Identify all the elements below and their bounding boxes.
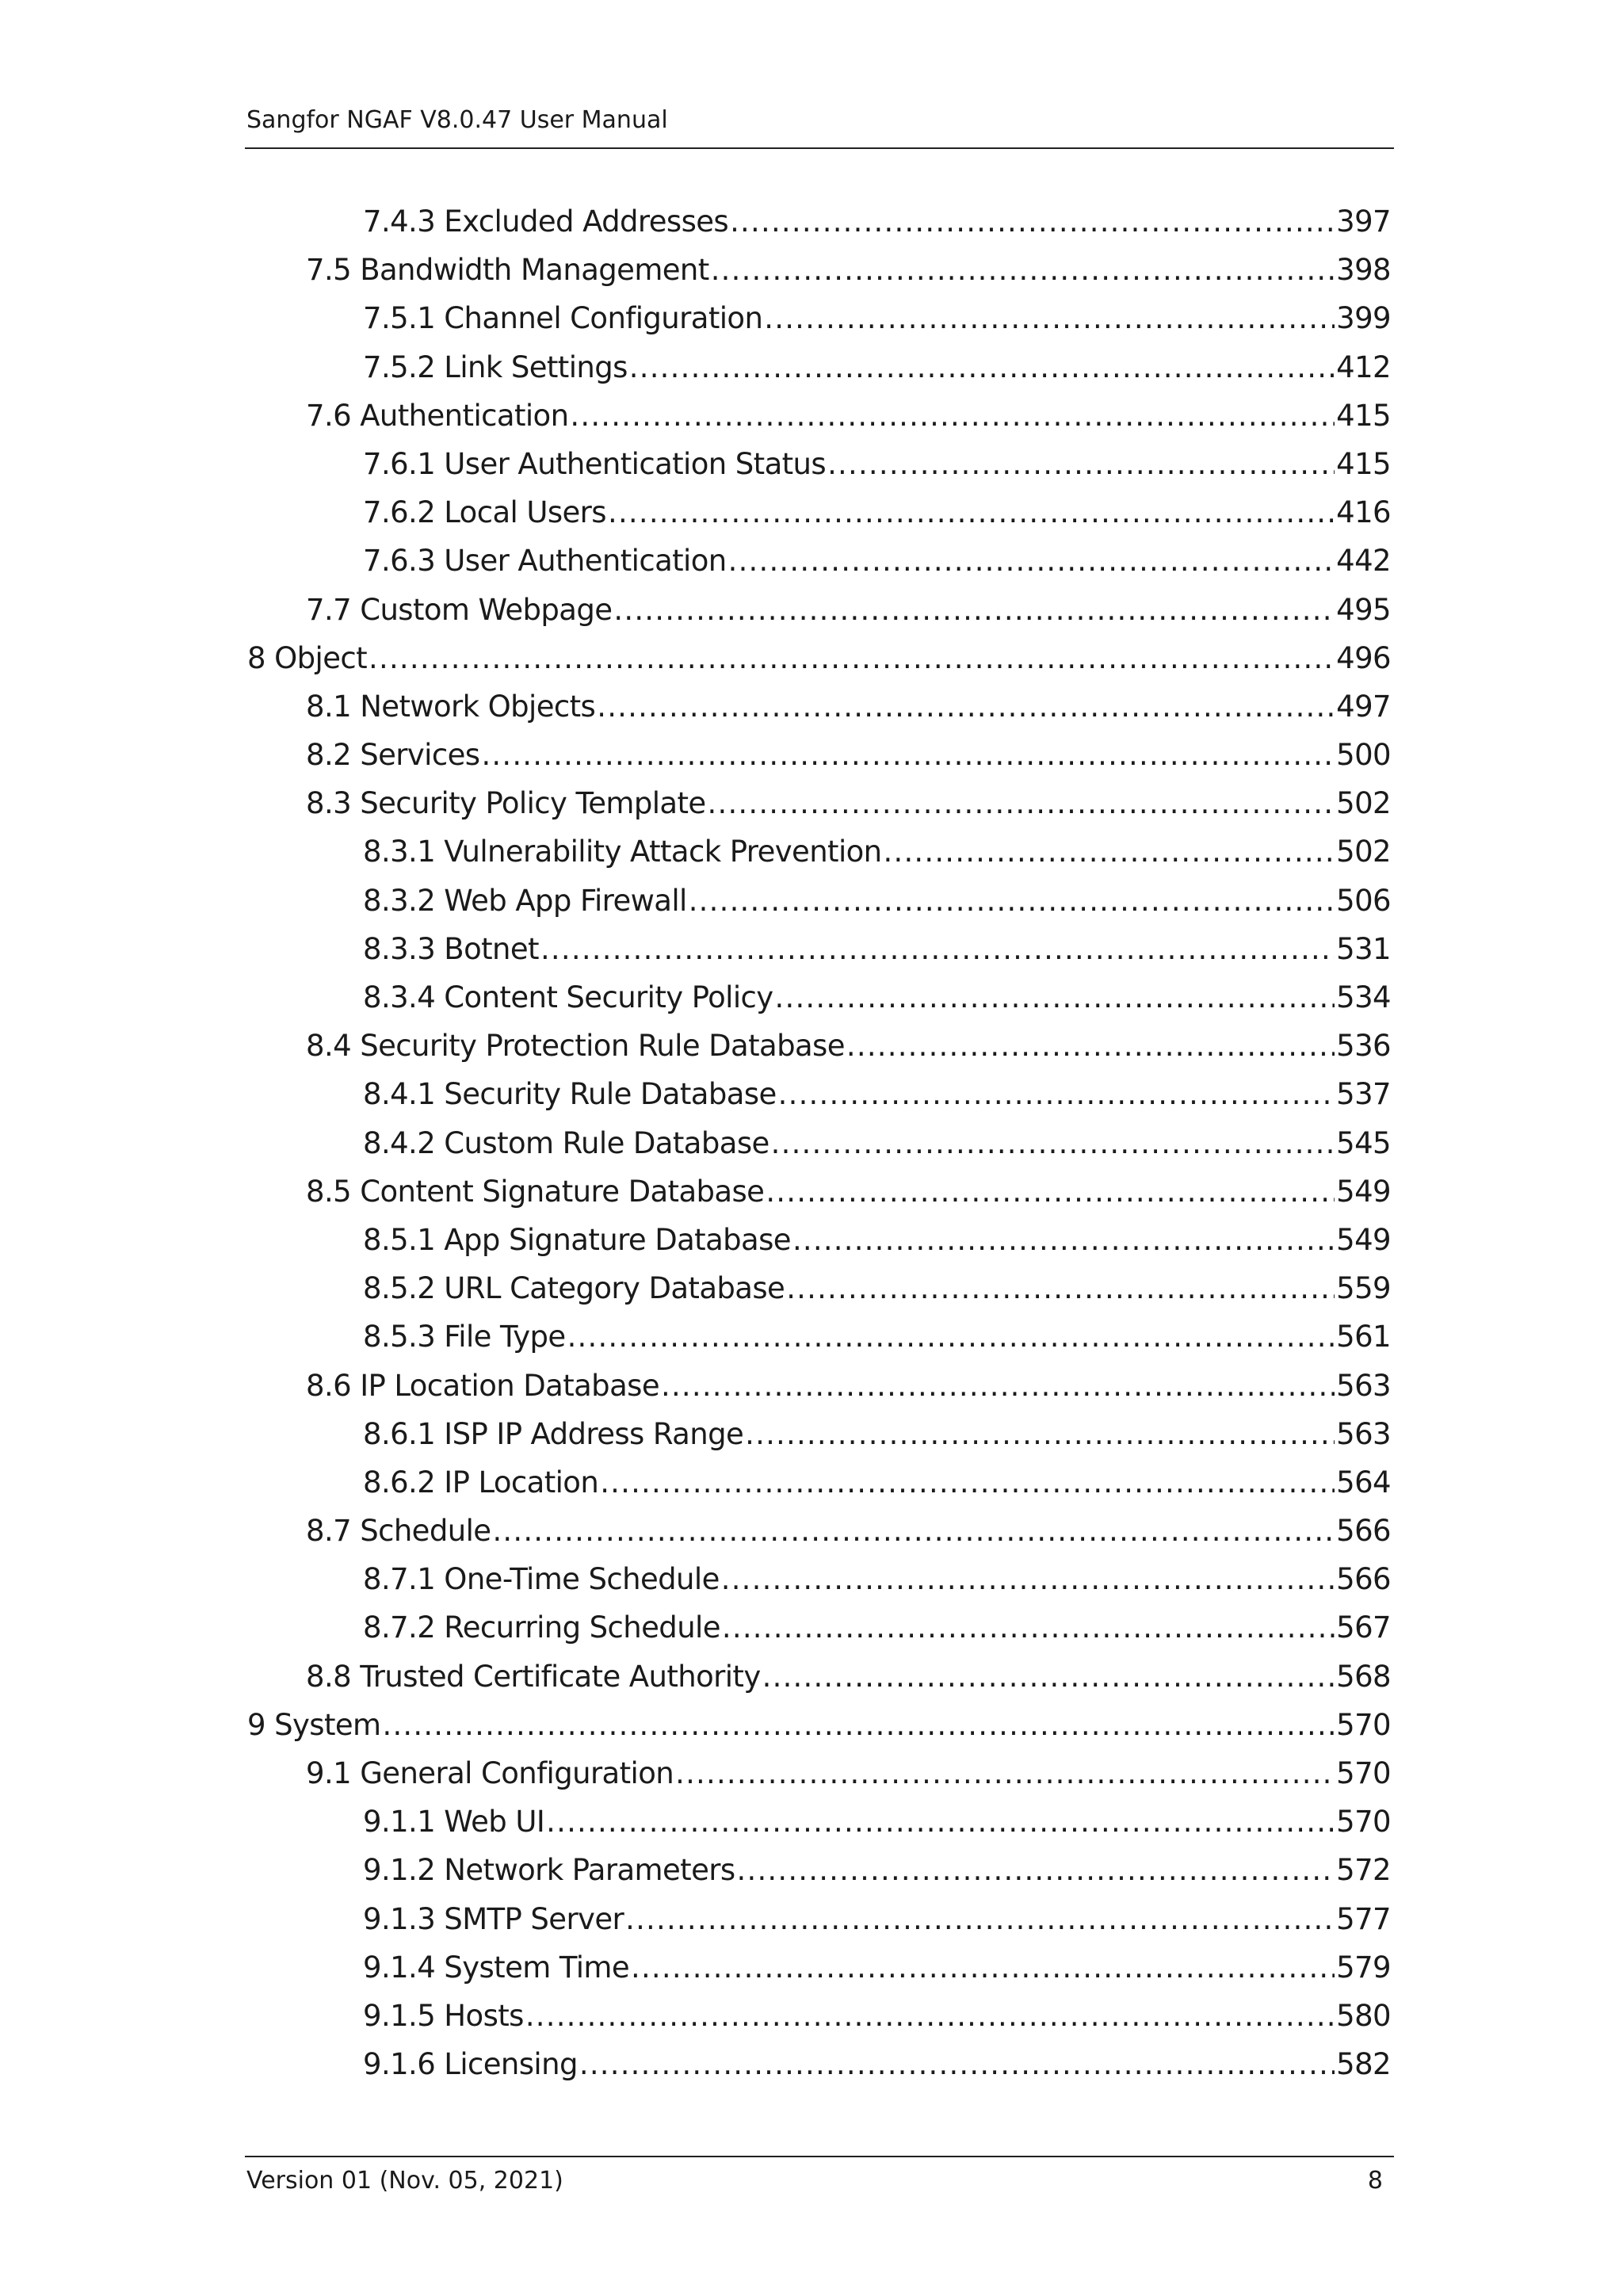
toc-entry[interactable] [245,634,1391,682]
dot-leader [846,1022,1335,1070]
toc-entry-page-number: 497 [1336,689,1391,724]
dot-leader [766,1167,1335,1216]
dot-leader [492,1507,1335,1555]
toc-entry[interactable] [245,1603,1391,1652]
toc-entry[interactable] [245,1701,1391,1749]
toc-entry[interactable] [245,1167,1391,1216]
toc-entry[interactable] [245,1652,1391,1701]
toc-entry-page-number: 549 [1336,1174,1391,1209]
dot-leader [721,1555,1335,1603]
toc-entry[interactable] [245,392,1391,440]
toc-entry-label: 8.7.2 Recurring Schedule [363,1610,720,1645]
toc-entry-label: 8.3.2 Web App Firewall [363,883,687,918]
toc-entry[interactable] [245,1362,1391,1410]
toc-entry[interactable] [245,1312,1391,1361]
toc-entry-label: 8 Object [247,640,368,675]
toc-entry[interactable] [245,1410,1391,1458]
toc-entry-label: 9.1.5 Hosts [363,1998,524,2033]
dot-leader [631,1943,1335,1992]
toc-entry-page-number: 570 [1336,1707,1391,1742]
toc-entry[interactable] [245,973,1391,1022]
toc-entry-page-number: 563 [1336,1368,1391,1403]
toc-entry-label: 8.4 Security Protection Rule Database [306,1029,845,1064]
dot-leader [792,1216,1335,1264]
toc-entry-label: 7.6.2 Local Users [363,495,606,530]
toc-entry-label: 9.1 General Configuration [306,1756,674,1790]
toc-entry-page-number: 502 [1336,835,1391,869]
dot-leader [775,973,1335,1022]
toc-entry-label: 8.6 IP Location Database [306,1368,659,1403]
toc-entry-page-number: 442 [1336,544,1391,579]
toc-entry-label: 9.1.6 Licensing [363,2047,578,2082]
dot-leader [771,1119,1335,1167]
toc-entry[interactable] [245,682,1391,731]
toc-entry-page-number: 572 [1336,1853,1391,1888]
toc-entry-page-number: 582 [1336,2047,1391,2082]
toc-entry-page-number: 559 [1336,1271,1391,1306]
toc-entry-page-number: 398 [1336,253,1391,288]
toc-entry[interactable] [245,1555,1391,1603]
toc-entry-page-number: 536 [1336,1029,1391,1064]
toc-entry-label: 7.6.3 User Authentication [363,544,727,579]
dot-leader [661,1362,1335,1410]
toc-entry-page-number: 577 [1336,1901,1391,1936]
toc-entry-page-number: 531 [1336,931,1391,966]
toc-entry-page-number: 534 [1336,980,1391,1014]
toc-entry[interactable] [245,1943,1391,1992]
toc-entry[interactable] [245,1846,1391,1894]
toc-entry-label: 8.4.1 Security Rule Database [363,1077,777,1112]
toc-entry-page-number: 500 [1336,738,1391,773]
page-header [245,103,1394,149]
dot-leader [481,731,1335,779]
toc-entry-page-number: 412 [1336,350,1391,384]
toc-entry[interactable] [245,2040,1391,2088]
toc-entry-label: 8.5 Content Signature Database [306,1174,765,1209]
toc-entry[interactable] [245,1992,1391,2040]
toc-entry-label: 8.2 Services [306,738,480,773]
dot-leader [737,1846,1335,1894]
toc-entry-page-number: 399 [1336,301,1391,336]
toc-entry[interactable] [245,294,1391,342]
dot-leader [786,1264,1335,1312]
toc-entry-label: 9.1.2 Network Parameters [363,1853,735,1888]
dot-leader [728,537,1335,585]
page-number: 8 [1367,2167,1383,2195]
dot-leader [764,294,1335,342]
toc-entry[interactable] [245,440,1391,488]
dot-leader [711,246,1335,294]
toc-entry-page-number: 579 [1336,1950,1391,1985]
page-footer [245,2156,1394,2195]
dot-leader [597,682,1335,731]
dot-leader [525,1992,1335,2040]
toc-entry-label: 8.4.2 Custom Rule Database [363,1125,769,1160]
toc-entry-page-number: 416 [1336,495,1391,530]
toc-entry-page-number: 568 [1336,1659,1391,1694]
toc-entry[interactable] [245,877,1391,925]
toc-entry[interactable] [245,1749,1391,1797]
toc-entry[interactable] [245,586,1391,634]
document-title: Sangfor NGAF V8.0.47 User Manual [246,106,668,134]
toc-entry-label: 8.1 Network Objects [306,689,596,724]
toc-entry[interactable] [245,1022,1391,1070]
dot-leader [625,1895,1335,1943]
toc-entry-page-number: 502 [1336,786,1391,821]
dot-leader [540,925,1335,973]
toc-entry[interactable] [245,1507,1391,1555]
toc-entry-page-number: 561 [1336,1320,1391,1354]
toc-entry-label: 7.7 Custom Webpage [306,592,613,627]
toc-entry-page-number: 566 [1336,1562,1391,1597]
toc-entry-label: 8.3.4 Content Security Policy [363,980,773,1014]
toc-entry-label: 7.6.1 User Authentication Status [363,446,827,481]
toc-entry-label: 7.4.3 Excluded Addresses [363,204,729,239]
dot-leader [675,1749,1335,1797]
toc-entry-label: 8.7 Schedule [306,1514,491,1549]
toc-entry-label: 9.1.4 System Time [363,1950,629,1985]
toc-entry-page-number: 564 [1336,1465,1391,1499]
toc-entry-page-number: 495 [1336,592,1391,627]
toc-entry-page-number: 570 [1336,1805,1391,1839]
toc-entry-label: 8.5.2 URL Category Database [363,1271,785,1306]
toc-entry-page-number: 397 [1336,204,1391,239]
toc-entry[interactable] [245,197,1391,246]
toc-entry-label: 8.3.3 Botnet [363,931,539,966]
table-of-contents [245,197,1391,2088]
dot-leader [570,392,1335,440]
toc-entry[interactable] [245,488,1391,537]
toc-entry[interactable] [245,827,1391,876]
toc-entry[interactable] [245,1264,1391,1312]
toc-entry-page-number: 566 [1336,1514,1391,1549]
toc-entry[interactable] [245,343,1391,392]
toc-entry-label: 9.1.3 SMTP Server [363,1901,624,1936]
dot-leader [579,2040,1335,2088]
toc-entry-label: 8.7.1 One-Time Schedule [363,1562,720,1597]
toc-entry-label: 8.3.1 Vulnerability Attack Prevention [363,835,882,869]
toc-entry[interactable] [245,925,1391,973]
dot-leader [762,1652,1335,1701]
toc-entry[interactable] [245,1119,1391,1167]
toc-entry-label: 9.1.1 Web UI [363,1805,545,1839]
toc-entry-page-number: 537 [1336,1077,1391,1112]
toc-entry-page-number: 496 [1336,640,1391,675]
toc-entry[interactable] [245,1797,1391,1846]
dot-leader [730,197,1335,246]
toc-entry-page-number: 549 [1336,1222,1391,1257]
toc-entry-page-number: 567 [1336,1610,1391,1645]
toc-entry-label: 8.6.1 ISP IP Address Range [363,1416,744,1451]
dot-leader [722,1603,1335,1652]
toc-entry[interactable] [245,779,1391,827]
dot-leader [613,586,1335,634]
toc-entry-page-number: 545 [1336,1125,1391,1160]
dot-leader [689,877,1335,925]
dot-leader [567,1312,1335,1361]
dot-leader [629,343,1335,392]
toc-entry-page-number: 415 [1336,398,1391,433]
toc-entry[interactable] [245,731,1391,779]
version-label: Version 01 (Nov. 05, 2021) [246,2167,563,2195]
toc-entry-page-number: 563 [1336,1416,1391,1451]
toc-entry[interactable] [245,1895,1391,1943]
toc-entry[interactable] [245,1070,1391,1118]
dot-leader [608,488,1335,537]
toc-entry-label: 7.6 Authentication [306,398,569,433]
toc-entry-label: 8.3 Security Policy Template [306,786,706,821]
dot-leader [745,1410,1335,1458]
dot-leader [778,1070,1335,1118]
toc-entry-label: 8.5.1 App Signature Database [363,1222,791,1257]
dot-leader [546,1797,1335,1846]
toc-entry[interactable] [245,246,1391,294]
toc-entry-label: 8.8 Trusted Certificate Authority [306,1659,761,1694]
toc-entry[interactable] [245,1216,1391,1264]
dot-leader [382,1701,1335,1749]
toc-entry-page-number: 580 [1336,1998,1391,2033]
toc-entry-page-number: 506 [1336,883,1391,918]
toc-entry-label: 8.5.3 File Type [363,1320,566,1354]
toc-entry[interactable] [245,537,1391,585]
dot-leader [708,779,1335,827]
dot-leader [600,1458,1335,1507]
toc-entry-label: 8.6.2 IP Location [363,1465,599,1499]
dot-leader [884,827,1335,876]
toc-entry-label: 7.5.2 Link Settings [363,350,628,384]
toc-entry-page-number: 570 [1336,1756,1391,1790]
toc-entry[interactable] [245,1458,1391,1507]
toc-entry-page-number: 415 [1336,446,1391,481]
toc-entry-label: 7.5 Bandwidth Management [306,253,709,288]
dot-leader [369,634,1335,682]
toc-entry-label: 9 System [247,1707,381,1742]
dot-leader [827,440,1335,488]
toc-entry-label: 7.5.1 Channel Configuration [363,301,763,336]
